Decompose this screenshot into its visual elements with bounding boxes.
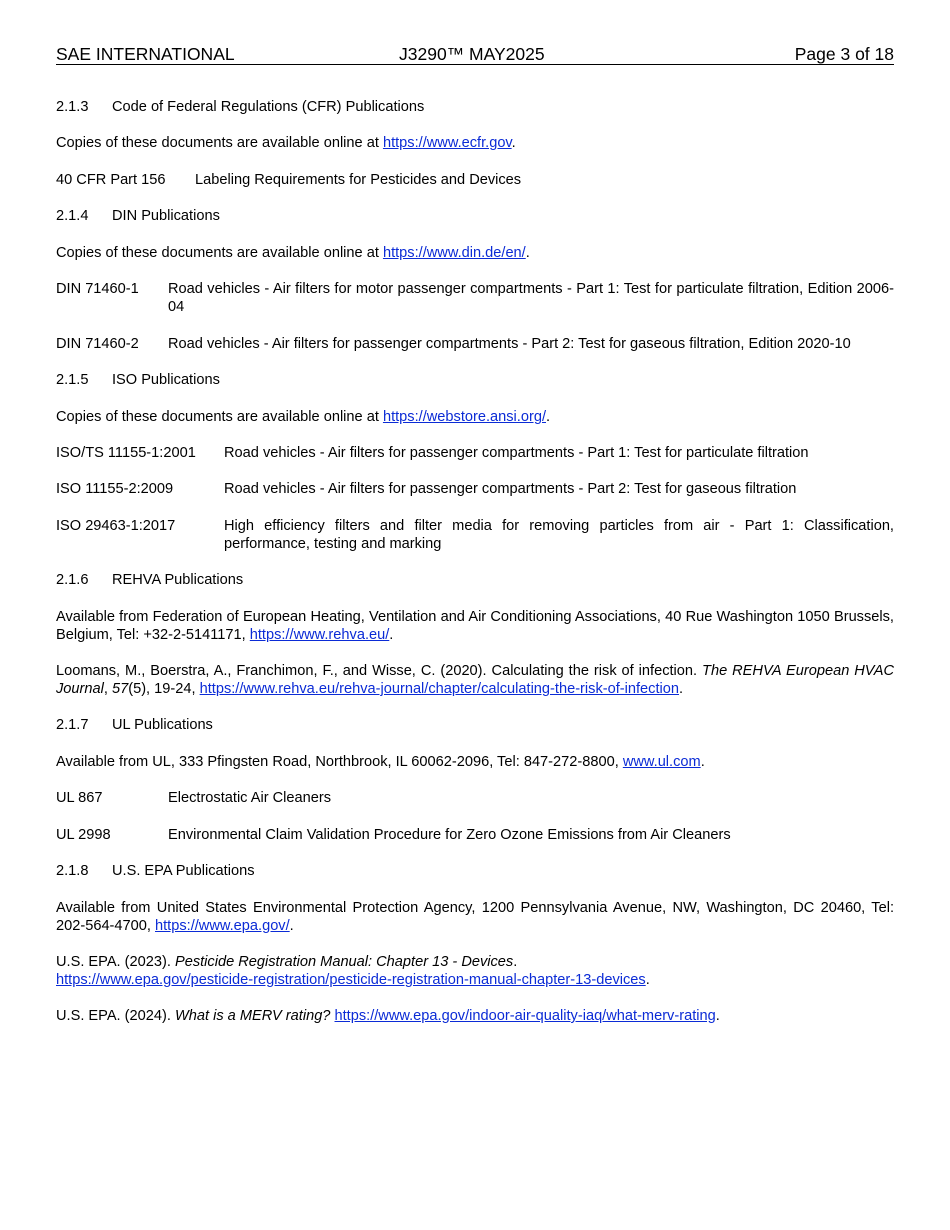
availability-paragraph [56, 408, 894, 426]
reference-description: High efficiency filters and filter media for removing particles from air - Part 1: Classification, performance, testing and marking [224, 518, 894, 552]
header-doc-id: J3290™ MAY2025 [399, 44, 545, 64]
section-title: REHVA Publications [112, 572, 244, 588]
period: . [289, 918, 294, 934]
period: . [525, 245, 530, 261]
availability-text: Copies of these documents are available online at [56, 135, 383, 151]
availability-text: Available from United States Environmental Protection Agency, 1200 Pennsylvania Avenue, NW, Washington, DC 20460, Tel: 202-564-4700, [56, 900, 894, 934]
header-org: SAE INTERNATIONAL [56, 44, 235, 64]
section-title: UL Publications [112, 717, 213, 733]
header-page-number: Page 3 of 18 [794, 44, 894, 64]
reference-description: Labeling Requirements for Pesticides and Devices [195, 172, 522, 188]
section-number: 2.1.7 [56, 717, 89, 733]
section-title: Code of Federal Regulations (CFR) Publications [112, 99, 425, 115]
ansi-link[interactable]: https://webstore.ansi.org/ [382, 409, 546, 425]
section-number: 2.1.4 [56, 208, 89, 224]
citation-separator: , [103, 681, 112, 697]
reference-entry [56, 171, 894, 189]
section-heading-2-1-5 [56, 371, 894, 389]
period: . [645, 972, 650, 988]
section-title: U.S. EPA Publications [112, 863, 255, 879]
reference-entry [56, 826, 894, 844]
epa-link[interactable]: https://www.epa.gov/ [155, 918, 290, 934]
availability-paragraph [56, 753, 894, 771]
availability-text: Available from UL, 333 Pfingsten Road, Northbrook, IL 60062-2096, Tel: 847-272-8800, [56, 754, 623, 770]
reference-description: Road vehicles - Air filters for passenger compartments - Part 2: Test for gaseous filtration [224, 481, 797, 497]
reference-code: 40 CFR Part 156 [56, 172, 166, 188]
availability-text: Copies of these documents are available online at [56, 409, 383, 425]
reference-code: ISO/TS 11155-1:2001 [56, 445, 196, 461]
section-heading-2-1-7 [56, 716, 894, 734]
reference-entry [56, 789, 894, 807]
availability-text: Copies of these documents are available online at [56, 245, 383, 261]
epa-merv-link[interactable]: https://www.epa.gov/indoor-air-quality-iaq/what-merv-rating [334, 1008, 716, 1024]
reference-entry [56, 280, 894, 316]
epa-devices-link[interactable]: https://www.epa.gov/pesticide-registration/pesticide-registration-manual-chapter-13-devices [56, 972, 646, 988]
reference-code: UL 867 [56, 790, 103, 806]
reference-description: Environmental Claim Validation Procedure for Zero Ozone Emissions from Air Cleaners [168, 827, 731, 843]
period: . [389, 627, 394, 643]
section-heading-2-1-4 [56, 207, 894, 225]
reference-code: DIN 71460-1 [56, 281, 139, 297]
period: . [679, 681, 684, 697]
availability-paragraph [56, 244, 894, 262]
citation-epa-2023 [56, 953, 894, 989]
period: . [511, 135, 516, 151]
section-title: ISO Publications [112, 372, 220, 388]
reference-code: UL 2998 [56, 827, 111, 843]
ecfr-link[interactable]: https://www.ecfr.gov [382, 135, 512, 151]
citation-epa-2024 [56, 1007, 894, 1025]
availability-paragraph [56, 899, 894, 935]
reference-code: ISO 29463-1:2017 [56, 518, 176, 534]
citation-prefix: U.S. EPA. (2024). [56, 1008, 175, 1024]
reference-entry [56, 335, 894, 353]
rehva-link[interactable]: https://www.rehva.eu/ [249, 627, 390, 643]
period: . [715, 1008, 720, 1024]
din-link[interactable]: https://www.din.de/en/ [382, 245, 526, 261]
citation-authors: Loomans, M., Boerstra, A., Franchimon, F., and Wisse, C. (2020). Calculating the risk of infection. [56, 663, 703, 679]
section-heading-2-1-8 [56, 862, 894, 880]
reference-entry [56, 444, 894, 462]
availability-text: Available from Federation of European Heating, Ventilation and Air Conditioning Associations, 40 Rue Washington 1050 Brussels, Belgium, Tel: +32-2-5141171, [56, 609, 894, 643]
reference-description: Electrostatic Air Cleaners [168, 790, 332, 806]
citation-pages: (5), 19-24, [128, 681, 200, 697]
citation-journal: The REHVA European HVAC Journal [56, 663, 894, 697]
period: . [700, 754, 705, 770]
citation-volume: 57 [111, 681, 129, 697]
section-title: DIN Publications [112, 208, 220, 224]
reference-code: DIN 71460-2 [56, 336, 139, 352]
reference-description: Road vehicles - Air filters for passenger compartments - Part 1: Test for particulate filtration [224, 445, 809, 461]
section-number: 2.1.5 [56, 372, 89, 388]
page-header [56, 44, 894, 65]
availability-paragraph [56, 608, 894, 644]
section-number: 2.1.6 [56, 572, 89, 588]
section-heading-2-1-6 [56, 571, 894, 589]
period: . [546, 409, 551, 425]
section-number: 2.1.3 [56, 99, 89, 115]
section-heading-2-1-3 [56, 98, 894, 116]
citation-loomans [56, 662, 894, 698]
reference-entry [56, 480, 894, 498]
reference-description: Road vehicles - Air filters for passenger compartments - Part 2: Test for gaseous filtration, Edition 2020-10 [168, 336, 851, 352]
citation-prefix: U.S. EPA. (2023). [56, 954, 175, 970]
period: . [513, 954, 518, 970]
section-number: 2.1.8 [56, 863, 89, 879]
citation-title: What is a MERV rating? [174, 1008, 331, 1024]
reference-entry [56, 517, 894, 553]
rehva-article-link[interactable]: https://www.rehva.eu/rehva-journal/chapter/calculating-the-risk-of-infection [199, 681, 679, 697]
reference-code: ISO 11155-2:2009 [56, 481, 174, 497]
availability-paragraph [56, 134, 894, 152]
ul-link[interactable]: www.ul.com [622, 754, 701, 770]
citation-title: Pesticide Registration Manual: Chapter 13 - Devices [174, 954, 514, 970]
reference-description: Road vehicles - Air filters for motor passenger compartments - Part 1: Test for particulate filtration, Edition 2006-04 [168, 281, 894, 315]
